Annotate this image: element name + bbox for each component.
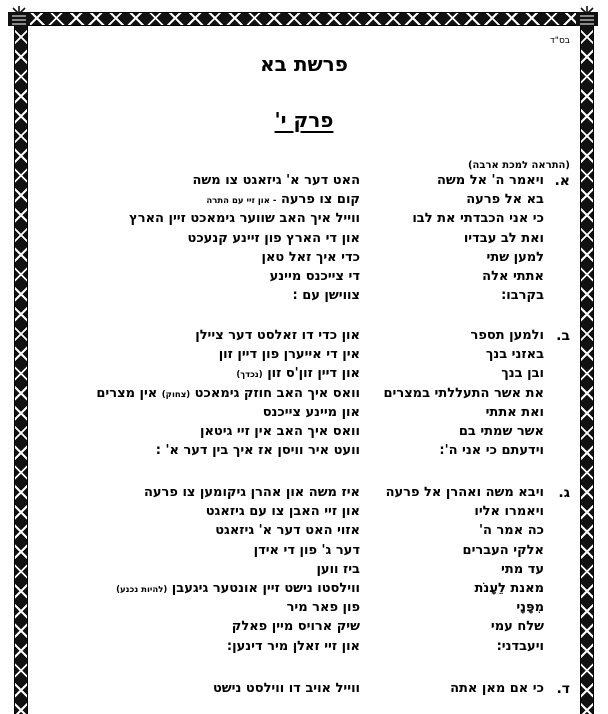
hebrew-text: כי אני הכבדתי את לבו xyxy=(412,211,544,227)
verse-line xyxy=(34,600,574,619)
yiddish-text: ווייל אויב דו ווילסט נישט xyxy=(212,681,360,696)
yiddish-text: און כדי דו זאלסט דער ציילן xyxy=(195,328,360,343)
verse-1 xyxy=(34,173,574,307)
hebrew-text: מאנת לֵעָנֹת xyxy=(474,580,544,596)
hebrew-text: ויאמר ה' אל משה xyxy=(436,173,544,188)
document-body xyxy=(34,30,574,704)
verse-2 xyxy=(34,328,574,462)
corner-ornament-icon xyxy=(576,4,598,30)
yiddish-text: די צייכנס מיינע xyxy=(269,268,360,284)
verse-line xyxy=(34,347,574,366)
hebrew-text: אשר שמתי בם xyxy=(458,423,544,439)
hebrew-text: ויבא משה ואהרן אל פרעה xyxy=(385,485,544,500)
yiddish-text: וואס איך האב אין זיי גיטאן xyxy=(200,423,360,439)
gloss-note: (להיות נכנע) xyxy=(116,584,168,595)
verse-number: ב. xyxy=(556,328,570,344)
hebrew-text: בקרבו: xyxy=(501,288,544,304)
hebrew-text: ולמען תספר xyxy=(470,328,544,343)
gloss-note: (נכדך) xyxy=(236,370,263,381)
verse-line xyxy=(34,543,574,562)
yiddish-text: וואס איך האב חוזק גימאכט (צחוק) אין מצרים xyxy=(96,385,360,401)
verse-line xyxy=(34,619,574,638)
yiddish-text: איז משה און אהרן גיקומען צו פרעה xyxy=(143,485,360,500)
yiddish-text: ביז ווען xyxy=(316,561,360,577)
verse-3 xyxy=(34,485,574,658)
yiddish-text: און די הארץ פון זיינע קנעכט xyxy=(187,230,360,246)
hebrew-text: את אשר התעללתי במצרים xyxy=(383,385,544,401)
verse-line xyxy=(34,639,574,658)
verse-line xyxy=(34,192,574,211)
hebrew-text: אלקי העברים xyxy=(462,542,544,558)
border-top xyxy=(14,12,594,26)
yiddish-text: ווייל איך האב שווער גימאכט זיין הארץ xyxy=(129,211,360,227)
bsd-marker: בס"ד xyxy=(549,36,570,46)
yiddish-text: וועט איר וויסן אז איך בין דער א' : xyxy=(155,443,360,459)
verse-line xyxy=(34,405,574,424)
hebrew-text: ואת אתתי xyxy=(485,404,544,420)
intro-note: (התראה למכת ארבה) xyxy=(467,160,570,171)
verse-line xyxy=(34,386,574,405)
verse-number: א. xyxy=(554,173,570,189)
yiddish-text: האט דער א' גיזאגט צו משה xyxy=(192,173,360,188)
yiddish-text: און זיי האבן צו עם גיזאגט xyxy=(205,504,360,520)
verse-line xyxy=(34,504,574,523)
yiddish-text: ווילסטו נישט זיין אונטער גיגעבן (להיות נכנע) xyxy=(116,580,360,596)
border-left xyxy=(14,24,28,714)
yiddish-text: דער ג' פון די אידן xyxy=(253,542,360,558)
verse-line xyxy=(34,269,574,288)
hebrew-text: מִפָּנָי xyxy=(516,600,544,616)
yiddish-text: און מיינע צייכנס xyxy=(262,404,360,420)
yiddish-text: אזוי האט דער א' גיזאגט xyxy=(215,523,360,539)
yiddish-text: אין די אייערן פון דיין זון xyxy=(218,347,360,363)
hebrew-text: בא אל פרעה xyxy=(466,192,544,208)
verse-line xyxy=(34,288,574,307)
yiddish-text: פון פאר מיר xyxy=(286,600,360,616)
corner-ornament-icon xyxy=(8,4,30,30)
verse-line xyxy=(34,328,574,347)
verse-line xyxy=(34,562,574,581)
yiddish-text: קום צו פרעה - און זיי עם התרה xyxy=(206,192,360,208)
perek-title-text: פרק י' xyxy=(274,108,334,132)
verse-line xyxy=(34,681,574,700)
hebrew-text: ובן בנך xyxy=(501,366,544,382)
verse-number: ד. xyxy=(556,681,570,697)
hebrew-text: ויעבדני: xyxy=(496,638,544,654)
hebrew-text: ואת לב עבדיו xyxy=(463,230,544,246)
gloss-note: (צחוק) xyxy=(161,389,191,400)
yiddish-text: שיק ארויס מיין פאלק xyxy=(231,619,360,635)
hebrew-text: עד מתי xyxy=(501,561,544,577)
hebrew-text: כי אם מאן אתה xyxy=(450,681,544,696)
border-right xyxy=(580,24,594,714)
verse-line xyxy=(34,366,574,385)
verse-line xyxy=(34,231,574,250)
yiddish-text: און זיי זאלן מיר דינען: xyxy=(226,638,360,654)
verse-number: ג. xyxy=(558,485,570,501)
verse-line xyxy=(34,424,574,443)
parsha-title: פרשת בא xyxy=(260,52,348,76)
hebrew-text: שלח עמי xyxy=(490,619,544,635)
yiddish-text: און דיין זון'ס זון (נכדך) xyxy=(236,366,360,382)
yiddish-text: צווישן עם : xyxy=(292,288,360,304)
gloss-note: - און זיי עם התרה xyxy=(206,196,277,207)
verse-line xyxy=(34,250,574,269)
hebrew-text: כה אמר ה' xyxy=(479,523,544,539)
verse-4 xyxy=(34,681,574,700)
verse-line xyxy=(34,523,574,542)
verse-line xyxy=(34,443,574,462)
hebrew-text: אתתי אלה xyxy=(482,268,544,284)
verse-line xyxy=(34,485,574,504)
yiddish-text: כדי איך זאל טאן xyxy=(261,249,360,265)
verse-line xyxy=(34,211,574,230)
hebrew-text: וידעתם כי אני ה': xyxy=(439,443,544,459)
verse-line xyxy=(34,173,574,192)
hebrew-text: למען שתי xyxy=(486,249,544,265)
verse-line xyxy=(34,581,574,600)
hebrew-text: באזני בנך xyxy=(485,347,544,363)
hebrew-text: ויאמרו אליו xyxy=(474,504,544,520)
perek-title xyxy=(34,108,574,132)
